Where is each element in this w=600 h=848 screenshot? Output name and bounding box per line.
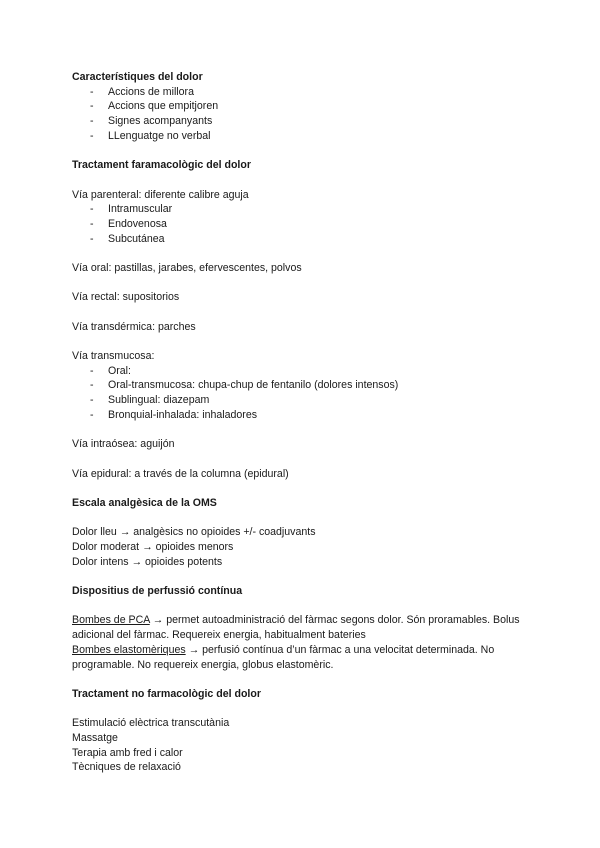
section-title-no-farmacologic: Tractament no farmacològic del dolor bbox=[72, 687, 261, 700]
list-item: - Accions de millora bbox=[90, 85, 194, 98]
paragraph-pca bbox=[72, 613, 532, 642]
list-item: - Oral-transmucosa: chupa-chup de fentanilo (dolores intensos) bbox=[90, 379, 399, 392]
via-oral: Vía oral: pastillas, jarabes, efervescentes, polvos bbox=[72, 261, 302, 274]
section-title-tractament-farmacologic: Tractament faramacològic del dolor bbox=[72, 159, 251, 172]
list-item: - Sublingual: diazepam bbox=[90, 394, 210, 407]
via-parenteral: Vía parenteral: diferente calibre aguja bbox=[72, 188, 249, 201]
via-transdermica: Vía transdérmica: parches bbox=[72, 320, 196, 333]
list-item: - Signes acompanyants bbox=[90, 115, 213, 128]
via-intraosea: Vía intraósea: aguijón bbox=[72, 438, 175, 451]
list-transmucosa bbox=[72, 364, 532, 423]
list-item: - Intramuscular bbox=[90, 203, 173, 216]
list-caracteristiques bbox=[72, 85, 532, 144]
text-pca: → permet autoadministració del fàrmac segons dolor. Són proramables. Bolus adicional del fàrmac. Requereix energia, habitualment bateries bbox=[72, 614, 520, 642]
via-rectal: Vía rectal: supositorios bbox=[72, 291, 180, 304]
list-item: - Endovenosa bbox=[90, 217, 167, 230]
section-title-dispositius: Dispositius de perfussió contínua bbox=[72, 585, 243, 598]
via-epidural: Vía epidural: a través de la columna (epidural) bbox=[72, 467, 289, 480]
text-elastomeriques: → perfusió contínua d’un fàrmac a una velocitat determinada. No programable. No requereix energia, globus elastomèric. bbox=[72, 643, 495, 671]
list-item: - Bronquial-inhalada: inhaladores bbox=[90, 408, 258, 421]
term-pca: Bombes de PCA bbox=[72, 614, 150, 627]
no-farmacologic-line: Tècniques de relaxació bbox=[72, 761, 181, 774]
escala-line: Dolor lleu → analgèsics no opioides +/- coadjuvants bbox=[72, 526, 316, 539]
paragraph-elastomeriques bbox=[72, 643, 532, 672]
no-farmacologic-line: Estimulació elèctrica transcutània bbox=[72, 717, 230, 730]
term-elastomeriques: Bombes elastomèriques bbox=[72, 643, 186, 656]
escala-line: Dolor intens → opioides potents bbox=[72, 555, 223, 568]
list-item: - Accions que empitjoren bbox=[90, 100, 219, 113]
document-content bbox=[72, 70, 532, 775]
no-farmacologic-line: Terapia amb fred i calor bbox=[72, 746, 183, 759]
list-item: - Subcutánea bbox=[90, 232, 165, 245]
no-farmacologic-line: Massatge bbox=[72, 732, 118, 744]
escala-line: Dolor moderat → opioides menors bbox=[72, 541, 234, 553]
section-title-caracteristiques: Característiques del dolor bbox=[72, 71, 203, 83]
via-transmucosa: Vía transmucosa: bbox=[72, 350, 155, 363]
list-item: - LLenguatge no verbal bbox=[90, 129, 211, 142]
list-item: - Oral: bbox=[90, 364, 131, 377]
section-title-escala-oms: Escala analgèsica de la OMS bbox=[72, 496, 217, 509]
list-parenteral bbox=[72, 202, 532, 246]
